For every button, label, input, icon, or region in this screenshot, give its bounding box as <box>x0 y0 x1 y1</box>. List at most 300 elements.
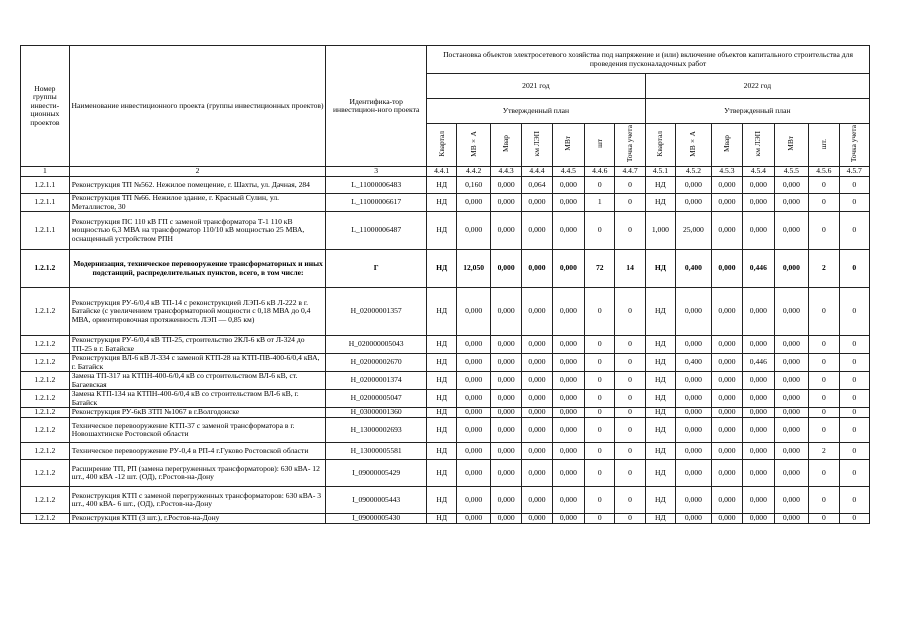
cell-2022-value: 0,000 <box>676 487 712 514</box>
cell-project-name: Расширение ТП, РП (замена перегруженных трансформаторов): 630 кВА- 12 шт., 400 кВА -12 шт. (ОД), г.Ростов-на-Дону <box>69 460 326 487</box>
cell-2022-value: 0,000 <box>676 390 712 408</box>
cell-2022-value: 0,000 <box>711 390 742 408</box>
cell-group: 1.2.1.1 <box>21 212 70 250</box>
cell-2021-value: 0 <box>585 390 615 408</box>
subheader-2022-col <box>645 124 675 167</box>
cell-2021-value: 0 <box>585 443 615 460</box>
cell-2022-value: 0,000 <box>711 408 742 418</box>
cell-2021-value: 0 <box>585 336 615 354</box>
cell-2022-value: 0,000 <box>774 460 809 487</box>
cell-group: 1.2.1.2 <box>21 487 70 514</box>
cell-2021-value: 0,000 <box>522 514 552 524</box>
cell-2022-value: 0,446 <box>743 354 774 372</box>
cell-2022-value: 0,000 <box>711 250 742 288</box>
cell-2022-value: 0,000 <box>711 372 742 390</box>
cell-2021-value: 0,000 <box>552 354 584 372</box>
column-number: 4.5.3 <box>711 167 742 177</box>
cell-2021-value: 0,000 <box>552 418 584 443</box>
cell-2022-value: 0 <box>839 487 870 514</box>
cell-project-name: Замена ТП-317 на КТПН-400-6/0,4 кВ со строительством ВЛ-6 кВ, ст. Багаевская <box>69 372 326 390</box>
cell-2022-value: 0,000 <box>676 418 712 443</box>
cell-2022-value: 0,000 <box>774 194 809 212</box>
subheader-2022-col <box>743 124 774 167</box>
cell-2022-value: 0,000 <box>711 354 742 372</box>
cell-project-id: L_11000006617 <box>326 194 427 212</box>
cell-2022-value: 0,000 <box>711 443 742 460</box>
cell-2021-value: 0 <box>585 212 615 250</box>
cell-project-id: H_13000005581 <box>326 443 427 460</box>
subheader-label: шт. <box>818 138 828 149</box>
cell-2022-value: 0,000 <box>676 194 712 212</box>
cell-2022-value: НД <box>645 288 675 336</box>
cell-2022-value: 0,400 <box>676 250 712 288</box>
cell-2021-value: 0,000 <box>457 418 491 443</box>
cell-group: 1.2.1.2 <box>21 288 70 336</box>
subheader-label: Точка учета <box>849 125 859 163</box>
cell-2021-value: 0,000 <box>552 288 584 336</box>
cell-2022-value: 0 <box>809 487 839 514</box>
cell-2021-value: 0,000 <box>522 460 552 487</box>
cell-2021-value: НД <box>427 288 457 336</box>
cell-2022-value: 0,000 <box>774 212 809 250</box>
cell-project-name: Техническое перевооружение РУ-0,4 в РП-4 г.Гуково Ростовской области <box>69 443 326 460</box>
cell-2021-value: НД <box>427 460 457 487</box>
cell-2022-value: 0 <box>809 288 839 336</box>
cell-2021-value: 0,000 <box>490 408 521 418</box>
cell-2022-value: 0 <box>809 212 839 250</box>
cell-2021-value: НД <box>427 443 457 460</box>
header-project-id: Идентифика-тор инвестицион-ного проекта <box>326 46 427 167</box>
cell-2021-value: 0,000 <box>457 487 491 514</box>
cell-2021-value: 0,000 <box>522 418 552 443</box>
cell-project-name: Техническое перевооружение КТП-37 с заменой трансформатора в г. Новошахтинске Ростовской области <box>69 418 326 443</box>
cell-2022-value: 2 <box>809 443 839 460</box>
subheader-label: шт <box>594 139 604 149</box>
cell-2022-value: 0,000 <box>774 177 809 194</box>
cell-2021-value: 0,000 <box>552 443 584 460</box>
cell-2021-value: 1 <box>585 194 615 212</box>
cell-2022-value: 0,000 <box>676 288 712 336</box>
subheader-label: Точка учета <box>624 125 634 163</box>
cell-2022-value: НД <box>645 390 675 408</box>
cell-2021-value: 0,000 <box>522 212 552 250</box>
cell-2021-value: 0,000 <box>490 372 521 390</box>
cell-2022-value: 0,000 <box>743 460 774 487</box>
subheader-2022-col <box>711 124 742 167</box>
cell-2022-value: НД <box>645 418 675 443</box>
cell-2022-value: 0,000 <box>676 336 712 354</box>
cell-2021-value: 0,000 <box>457 390 491 408</box>
subheader-label: Мвар <box>500 135 510 153</box>
table-row <box>21 336 870 354</box>
subheader-2022-col <box>774 124 809 167</box>
cell-2021-value: 0,000 <box>552 408 584 418</box>
column-number: 4.4.6 <box>585 167 615 177</box>
cell-2021-value: 0,000 <box>522 194 552 212</box>
cell-2022-value: 0,000 <box>774 418 809 443</box>
cell-2021-value: 0,000 <box>522 288 552 336</box>
cell-2021-value: 0 <box>585 354 615 372</box>
cell-2021-value: 0,000 <box>522 408 552 418</box>
cell-2021-value: 0 <box>585 487 615 514</box>
cell-2022-value: 0 <box>839 372 870 390</box>
cell-project-name: Реконструкция РУ-6кВ ЗТП №1067 в г.Волгодонске <box>69 408 326 418</box>
table-row <box>21 372 870 390</box>
header-group-no: Номер группы инвести-ционных проектов <box>21 46 70 167</box>
header-plan-2021: Утвержденный план <box>427 99 646 124</box>
cell-2022-value: 0 <box>809 390 839 408</box>
cell-2021-value: НД <box>427 194 457 212</box>
cell-2021-value: 0,064 <box>522 177 552 194</box>
cell-group: 1.2.1.2 <box>21 354 70 372</box>
table-row <box>21 487 870 514</box>
column-number: 2 <box>69 167 326 177</box>
cell-2021-value: НД <box>427 250 457 288</box>
cell-project-id: H_02000005047 <box>326 390 427 408</box>
cell-2022-value: 0,000 <box>774 354 809 372</box>
cell-2021-value: 0 <box>615 408 645 418</box>
cell-2022-value: 0,000 <box>774 288 809 336</box>
cell-2022-value: 0,000 <box>676 372 712 390</box>
column-number: 4.4.4 <box>522 167 552 177</box>
cell-2021-value: 0 <box>615 514 645 524</box>
table-row <box>21 250 870 288</box>
cell-2022-value: 0,000 <box>774 390 809 408</box>
subheader-2021-col <box>457 124 491 167</box>
cell-2022-value: НД <box>645 487 675 514</box>
cell-2022-value: 0 <box>839 514 870 524</box>
cell-group: 1.2.1.2 <box>21 514 70 524</box>
cell-2021-value: 0,000 <box>490 336 521 354</box>
cell-2021-value: 72 <box>585 250 615 288</box>
cell-2021-value: 0,000 <box>552 212 584 250</box>
cell-2022-value: 1,000 <box>645 212 675 250</box>
cell-2022-value: 0,000 <box>676 443 712 460</box>
cell-2021-value: 0 <box>615 354 645 372</box>
cell-2021-value: 0,000 <box>552 390 584 408</box>
cell-2021-value: 0 <box>615 418 645 443</box>
cell-2022-value: 0 <box>809 194 839 212</box>
cell-2021-value: 0,000 <box>457 212 491 250</box>
cell-2022-value: 0,000 <box>743 177 774 194</box>
cell-2022-value: 0,000 <box>743 443 774 460</box>
cell-2021-value: НД <box>427 372 457 390</box>
cell-2021-value: 0,000 <box>552 460 584 487</box>
cell-2021-value: 0,000 <box>552 250 584 288</box>
cell-2022-value: 0,000 <box>774 408 809 418</box>
cell-group: 1.2.1.2 <box>21 372 70 390</box>
cell-project-name: Замена КТП-134 на КТПН-400-6/0,4 кВ со строительством ВЛ-6 кВ, г. Батайск <box>69 390 326 408</box>
cell-2022-value: 0 <box>809 336 839 354</box>
cell-2021-value: 0,000 <box>457 372 491 390</box>
subheader-label: Квартал <box>655 131 665 157</box>
table-row <box>21 390 870 408</box>
cell-2021-value: 0,000 <box>522 390 552 408</box>
cell-2022-value: 0 <box>839 336 870 354</box>
cell-2022-value: 0 <box>839 212 870 250</box>
cell-2022-value: 0,000 <box>774 336 809 354</box>
cell-2022-value: 0,000 <box>711 487 742 514</box>
cell-2021-value: 0,000 <box>457 288 491 336</box>
cell-2021-value: 0,000 <box>490 390 521 408</box>
cell-2022-value: 0,000 <box>676 408 712 418</box>
cell-group: 1.2.1.2 <box>21 390 70 408</box>
cell-2021-value: 0 <box>615 372 645 390</box>
cell-2021-value: 0,000 <box>552 194 584 212</box>
cell-2021-value: 0 <box>615 336 645 354</box>
subheader-label: МВт <box>563 136 573 152</box>
cell-2021-value: 0,000 <box>490 194 521 212</box>
column-number: 4.5.4 <box>743 167 774 177</box>
cell-2022-value: 0 <box>809 514 839 524</box>
cell-2022-value: 0 <box>839 418 870 443</box>
cell-2022-value: 0,000 <box>711 177 742 194</box>
cell-2022-value: 0,000 <box>743 212 774 250</box>
cell-2021-value: 0,000 <box>457 460 491 487</box>
subheader-2022-col <box>839 124 870 167</box>
cell-2021-value: 0,000 <box>552 177 584 194</box>
cell-group: 1.2.1.2 <box>21 336 70 354</box>
cell-project-id: H_02000001374 <box>326 372 427 390</box>
column-number: 4.4.7 <box>615 167 645 177</box>
cell-2022-value: 0,000 <box>676 514 712 524</box>
cell-group: 1.2.1.2 <box>21 418 70 443</box>
cell-2022-value: НД <box>645 194 675 212</box>
cell-2021-value: 0,000 <box>490 514 521 524</box>
cell-project-id: I_09000005443 <box>326 487 427 514</box>
table-row <box>21 443 870 460</box>
header-group-title: Постановка объектов электросетевого хозяйства под напряжение и (или) включение объектов капитального строительства для проведения пусконаладочных работ <box>427 46 870 74</box>
cell-2021-value: 0 <box>615 177 645 194</box>
cell-2022-value: НД <box>645 443 675 460</box>
investment-table <box>20 45 870 524</box>
cell-2021-value: 0 <box>585 408 615 418</box>
cell-2021-value: 0,000 <box>522 372 552 390</box>
cell-group: 1.2.1.1 <box>21 177 70 194</box>
subheader-2021-col <box>427 124 457 167</box>
subheader-2022-col <box>676 124 712 167</box>
subheader-label: МВ×А <box>688 130 698 157</box>
subheader-2022-col <box>809 124 839 167</box>
header-year-2022: 2022 год <box>645 74 869 99</box>
cell-2022-value: 0,000 <box>711 336 742 354</box>
cell-2021-value: 0 <box>615 194 645 212</box>
cell-project-id: H_02000001357 <box>326 288 427 336</box>
cell-2021-value: 0,000 <box>552 514 584 524</box>
column-number: 4.5.2 <box>676 167 712 177</box>
subheader-label: МВт <box>786 136 796 152</box>
cell-project-id: L_11000006487 <box>326 212 427 250</box>
cell-project-name: Модернизация, техническое перевооружение трансформаторных и иных подстанций, распределительных пунктов, всего, в том числе: <box>69 250 326 288</box>
column-number: 4.5.5 <box>774 167 809 177</box>
cell-2022-value: 0,000 <box>711 418 742 443</box>
cell-group: 1.2.1.1 <box>21 194 70 212</box>
cell-2021-value: НД <box>427 212 457 250</box>
cell-project-id: I_09000005430 <box>326 514 427 524</box>
cell-2021-value: НД <box>427 487 457 514</box>
cell-2021-value: 0,000 <box>490 250 521 288</box>
subheader-2021-col <box>615 124 645 167</box>
table-row <box>21 354 870 372</box>
cell-2022-value: НД <box>645 514 675 524</box>
table-row <box>21 514 870 524</box>
cell-2021-value: 0 <box>585 514 615 524</box>
cell-2022-value: НД <box>645 460 675 487</box>
cell-2022-value: 0 <box>839 460 870 487</box>
cell-2021-value: 0,000 <box>522 336 552 354</box>
cell-2022-value: 0 <box>839 443 870 460</box>
cell-2022-value: 0,000 <box>774 487 809 514</box>
header-plan-2022: Утвержденный план <box>645 99 869 124</box>
cell-2022-value: 0,000 <box>711 212 742 250</box>
column-number: 4.4.3 <box>490 167 521 177</box>
cell-2022-value: 0,000 <box>743 288 774 336</box>
column-number: 4.4.1 <box>427 167 457 177</box>
cell-2022-value: 0 <box>809 418 839 443</box>
cell-project-id: I_09000005429 <box>326 460 427 487</box>
cell-2022-value: 0 <box>809 177 839 194</box>
subheader-label: км ЛЭП <box>753 131 763 157</box>
cell-2022-value: 0,000 <box>711 288 742 336</box>
cell-2021-value: НД <box>427 390 457 408</box>
cell-2021-value: 0,000 <box>457 514 491 524</box>
cell-project-name: Реконструкция ВЛ-6 кВ Л-334 с заменой КТП-28 на КТП-ПВ-400-6/0,4 кВА, г. Батайск <box>69 354 326 372</box>
cell-project-name: Реконструкция РУ-6/0,4 кВ ТП-14 с реконструкцией ЛЭП-6 кВ Л-222 в г. Батайске (с увеличением трансформаторной мощности с 0,18 МВА до 0,4 МВА, ориентировочная протяженность ЛЭП — 0,85 км) <box>69 288 326 336</box>
table-row <box>21 288 870 336</box>
cell-2022-value: НД <box>645 408 675 418</box>
cell-2021-value: 0 <box>615 487 645 514</box>
column-number: 3 <box>326 167 427 177</box>
cell-2021-value: 12,050 <box>457 250 491 288</box>
cell-2021-value: НД <box>427 514 457 524</box>
cell-2022-value: 0,000 <box>743 336 774 354</box>
cell-2021-value: 0,000 <box>490 177 521 194</box>
cell-2022-value: 0 <box>839 390 870 408</box>
cell-2021-value: 0,000 <box>522 487 552 514</box>
cell-project-id: L_11000006483 <box>326 177 427 194</box>
cell-project-id: H_03000001360 <box>326 408 427 418</box>
cell-project-name: Реконструкция РУ-6/0,4 кВ ТП-25, строительство 2КЛ-6 кВ от Л-324 до ТП-25 в г. Батайске <box>69 336 326 354</box>
cell-2022-value: 2 <box>809 250 839 288</box>
cell-2022-value: 0,000 <box>743 408 774 418</box>
cell-2022-value: 0 <box>809 372 839 390</box>
cell-2022-value: 0 <box>809 460 839 487</box>
cell-2021-value: 0 <box>615 390 645 408</box>
header-year-2021: 2021 год <box>427 74 646 99</box>
cell-2021-value: 0 <box>615 212 645 250</box>
subheader-label: Квартал <box>436 131 446 157</box>
cell-2021-value: 0,000 <box>490 418 521 443</box>
cell-group: 1.2.1.2 <box>21 408 70 418</box>
cell-2022-value: 0 <box>839 354 870 372</box>
cell-2022-value: 0 <box>839 194 870 212</box>
cell-2021-value: 0 <box>585 372 615 390</box>
cell-2021-value: 0 <box>585 460 615 487</box>
column-number: 4.5.6 <box>809 167 839 177</box>
cell-project-id: Г <box>326 250 427 288</box>
cell-project-name: Реконструкция КТП с заменой перегруженных трансформаторов: 630 кВА- 3 шт., 400 кВА- 6 шт., (ОД), г.Ростов-на-Дону <box>69 487 326 514</box>
table-row <box>21 418 870 443</box>
cell-2022-value: НД <box>645 354 675 372</box>
table-row <box>21 212 870 250</box>
cell-2021-value: 0,000 <box>490 460 521 487</box>
table-row <box>21 194 870 212</box>
cell-2021-value: НД <box>427 408 457 418</box>
column-number: 1 <box>21 167 70 177</box>
cell-project-name: Реконструкция ПС 110 кВ ГП с заменой трансформатора Т-1 110 кВ мощностью 6,3 МВА на трансформатор 110/10 кВ мощностью 25 МВА, оснащенный устройством РПН <box>69 212 326 250</box>
cell-2022-value: НД <box>645 372 675 390</box>
table-row <box>21 460 870 487</box>
cell-2022-value: 0,000 <box>743 487 774 514</box>
cell-2021-value: 0,000 <box>490 443 521 460</box>
cell-2021-value: 14 <box>615 250 645 288</box>
cell-2021-value: 0,000 <box>490 354 521 372</box>
cell-2021-value: НД <box>427 354 457 372</box>
cell-2022-value: 0,000 <box>774 514 809 524</box>
cell-project-id: H_13000002693 <box>326 418 427 443</box>
cell-2021-value: 0 <box>615 288 645 336</box>
table-row <box>21 408 870 418</box>
cell-group: 1.2.1.2 <box>21 250 70 288</box>
cell-2021-value: 0 <box>585 418 615 443</box>
cell-2022-value: 0,000 <box>743 372 774 390</box>
cell-project-name: Реконструкция ТП №562. Нежилое помещение, г. Шахты, ул. Дачная, 284 <box>69 177 326 194</box>
cell-2021-value: 0,000 <box>457 336 491 354</box>
subheader-2021-col <box>552 124 584 167</box>
cell-2022-value: 0,000 <box>743 194 774 212</box>
cell-2022-value: 0,000 <box>774 250 809 288</box>
cell-2022-value: 0 <box>809 354 839 372</box>
cell-project-id: H_020000005043 <box>326 336 427 354</box>
subheader-2021-col <box>585 124 615 167</box>
cell-2022-value: 0 <box>839 177 870 194</box>
header-project-name: Наименование инвестиционного проекта (группы инвестиционных проектов) <box>69 46 326 167</box>
cell-2022-value: 0,000 <box>676 177 712 194</box>
subheader-2021-col <box>490 124 521 167</box>
cell-2021-value: 0,000 <box>457 354 491 372</box>
cell-2022-value: 0,000 <box>711 194 742 212</box>
cell-2021-value: 0,000 <box>552 336 584 354</box>
cell-2022-value: 0,000 <box>774 372 809 390</box>
cell-2021-value: 0,000 <box>522 443 552 460</box>
cell-2021-value: 0 <box>615 460 645 487</box>
cell-2022-value: 0,000 <box>743 514 774 524</box>
cell-2021-value: 0,160 <box>457 177 491 194</box>
cell-2021-value: 0,000 <box>490 487 521 514</box>
cell-2022-value: НД <box>645 250 675 288</box>
cell-2021-value: 0 <box>615 443 645 460</box>
cell-2022-value: 0,446 <box>743 250 774 288</box>
cell-2021-value: 0,000 <box>552 487 584 514</box>
column-number: 4.4.5 <box>552 167 584 177</box>
cell-2022-value: 0,000 <box>774 443 809 460</box>
cell-2022-value: 25,000 <box>676 212 712 250</box>
cell-2021-value: 0,000 <box>490 212 521 250</box>
cell-2022-value: НД <box>645 336 675 354</box>
cell-2022-value: 0 <box>809 408 839 418</box>
cell-2022-value: 0,000 <box>676 460 712 487</box>
subheader-label: Мвар <box>721 135 731 153</box>
cell-2021-value: 0,000 <box>457 443 491 460</box>
cell-project-id: H_02000002670 <box>326 354 427 372</box>
cell-2021-value: НД <box>427 177 457 194</box>
cell-2022-value: 0,000 <box>711 514 742 524</box>
cell-2022-value: 0,400 <box>676 354 712 372</box>
cell-group: 1.2.1.2 <box>21 460 70 487</box>
cell-group: 1.2.1.2 <box>21 443 70 460</box>
cell-2022-value: 0 <box>839 408 870 418</box>
cell-2021-value: 0,000 <box>457 408 491 418</box>
